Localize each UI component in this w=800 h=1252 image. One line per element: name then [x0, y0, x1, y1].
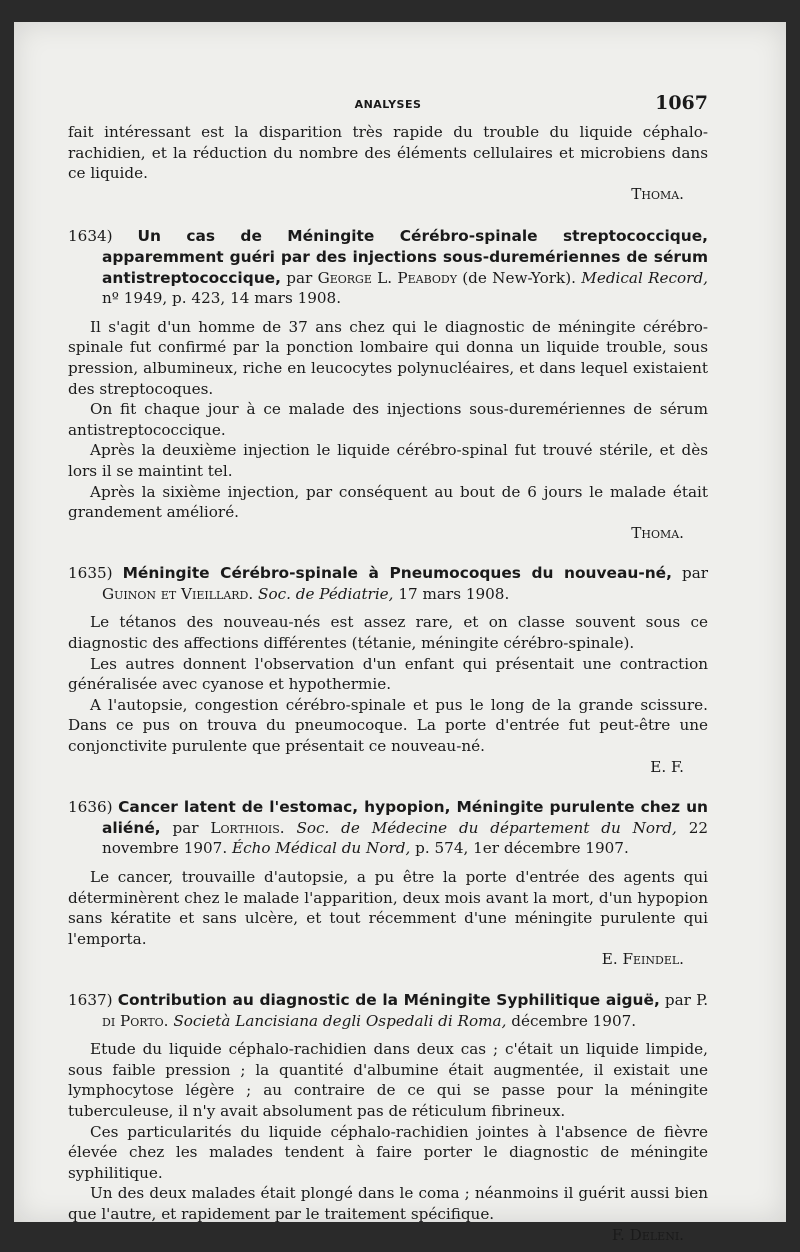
entry-heading — [68, 226, 708, 308]
entry-ref-mid: 22 novembre 1907. — [102, 818, 709, 858]
paragraph: On fit chaque jour à ce malade des injections sous-duremériennes de sérum antistreptococcique. — [68, 400, 708, 439]
paragraph: Etude du liquide céphalo-rachidien dans deux cas ; c'était un liquide limpide, sous faible pression ; la quantité d'albumine était augmentée, il existait une lymphocytose légère ; au contraire de ce qui se passe pour la méningite tuberculeuse, il n'y avait absolument pas de réticulum fibrineux. — [68, 1040, 708, 1120]
entry-ref-tail: p. 574, 1er décembre 1907. — [415, 839, 629, 858]
entry-heading — [68, 797, 708, 859]
entry-author: Guinon et Vieillard. — [102, 584, 254, 603]
paragraph: Après la deuxième injection le liquide cérébro-spinal fut trouvé stérile, et dès lors il se maintint tel. — [68, 441, 708, 480]
running-head — [68, 92, 708, 118]
entry-by: par — [664, 990, 691, 1009]
entry-author: George L. Peabody — [317, 268, 457, 287]
entry-ref-tail: nº 1949, p. 423, 14 mars 1908. — [102, 289, 342, 308]
entry-by: par — [172, 818, 199, 837]
signature: E. Feindel. — [601, 950, 684, 969]
running-title: ANALYSES — [354, 98, 422, 111]
paragraph: Les autres donnent l'observation d'un enfant qui présentait une contraction généralisée avec cyanose et hypothermie. — [68, 654, 708, 694]
paragraph: A l'autopsie, congestion cérébro-spinale et pus le long de la grande scissure. Dans ce pus on trouva du pneumocoque. La porte d'entrée fut peut-être une conjonctivite purulente que présentait ce nouveau-né. — [68, 695, 708, 756]
signature: F. Deleni. — [611, 1225, 684, 1244]
entry-number: 1635) — [68, 564, 113, 583]
entry-journal: Soc. de Pédiatrie, — [258, 584, 394, 603]
entry-author: P. di Porto. — [102, 990, 709, 1030]
entry-heading — [68, 990, 708, 1031]
paragraph: Il s'agit d'un homme de 37 ans chez qui le diagnostic de méningite cérébro-spinale fut confirmé par la ponction lombaire qui donna un liquide trouble, sous pression, albumineux, riche en leucocytes polynucléaires, et dans lequel existaient des streptocoques. — [68, 317, 708, 398]
entry-ref-tail: 17 mars 1908. — [398, 584, 510, 603]
entry-number: 1636) — [68, 798, 113, 817]
entry-journal: Medical Record, — [581, 268, 708, 287]
scanned-page — [14, 22, 786, 1244]
paragraph: Le tétanos des nouveau-nés est assez rare, et on classe souvent sous ce diagnostic des affections différentes (tétanie, méningite cérébro-spinale). — [68, 613, 708, 653]
article-body — [68, 122, 708, 1245]
abstract-entry — [68, 226, 708, 543]
signature: Thoma. — [631, 184, 684, 203]
entry-by: par — [681, 564, 709, 583]
entry-title: Cancer latent de l'estomac, hypopion, Méningite purulente chez un aliéné, — [102, 798, 708, 837]
signature: Thoma. — [631, 523, 684, 542]
abstract-entry — [68, 797, 708, 970]
paragraph: Après la sixième injection, par conséquent au bout de 6 jours le malade était grandement amélioré. — [68, 482, 708, 522]
entry-journal-2: Écho Médical du Nord, — [232, 839, 411, 858]
entry-author: Lorthiois. — [210, 818, 285, 837]
entry-ref-tail: décembre 1907. — [511, 1011, 637, 1030]
entry-ref-plain: (de New-York). — [462, 268, 576, 287]
signature: E. F. — [650, 757, 684, 776]
entry-journal: Soc. de Médecine du département du Nord, — [296, 818, 677, 837]
page-number: 1067 — [655, 92, 708, 114]
continuation-text: fait intéressant est la disparition très rapide du trouble du liquide céphalo-rachidien, et la réduction du nombre des éléments cellulaires et microbiens dans ce liquide. — [68, 123, 708, 183]
paragraph: Un des deux malades était plongé dans le coma ; néanmoins il guérit aussi bien que l'autre, et rapidement par le traitement spécifique. — [68, 1184, 708, 1223]
paragraph: Le cancer, trouvaille d'autopsie, a pu être la porte d'entrée des agents qui déterminèrent chez le malade l'apparition, deux mois avant la mort, d'un hypopion sans kératite et sans ulcère, et tout récemment d'une méningite purulente qui l'emporta. — [68, 868, 708, 948]
entry-title: Contribution au diagnostic de la Méningite Syphilitique aiguë, — [117, 990, 660, 1009]
paragraph: Ces particularités du liquide céphalo-rachidien jointes à l'absence de fièvre élevée chez les malades tendent à faire porter le diagnostic de méningite syphilitique. — [68, 1122, 708, 1182]
entry-number: 1637) — [68, 990, 113, 1009]
abstract-entry — [68, 990, 708, 1245]
abstract-entry — [68, 563, 708, 777]
entry-by: par — [286, 268, 313, 287]
entry-heading — [68, 563, 708, 604]
entry-number: 1634) — [68, 227, 113, 246]
entry-journal: Società Lancisiana degli Ospedali di Roma, — [173, 1011, 507, 1030]
entry-title: Méningite Cérébro-spinale à Pneumocoques du nouveau-né, — [122, 564, 672, 583]
entry-title: Un cas de Méningite Cérébro-spinale streptococcique, apparemment guéri par des injections sous-duremériennes de sérum antistreptococcique, — [102, 227, 708, 287]
